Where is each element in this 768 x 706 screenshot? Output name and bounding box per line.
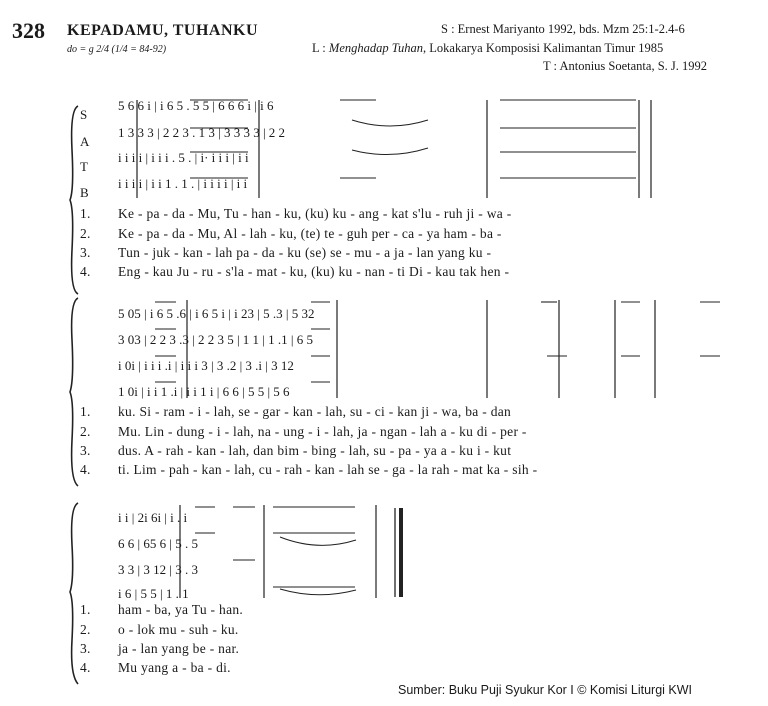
system3-lyric-verse-3: ja - lan yang be - nar. — [118, 641, 240, 656]
system3-verse-number-1: 1. — [80, 602, 91, 617]
system2-lyric-verse-1: ku. Si - ram - i - lah, se - gar - kan - lah, su - ci - kan ji - wa, ba - dan — [118, 404, 512, 419]
system1-verse-number-1: 1. — [80, 206, 91, 221]
system3-bass: i 6 | 5 5 | 1 . 1 — [118, 586, 189, 601]
system1-verse-number-2: 2. — [80, 226, 91, 241]
system1-tenor: i i i i | i i i . 5 . | i· i i i | i i — [118, 150, 249, 165]
system2-verse-number-1: 1. — [80, 404, 91, 419]
voice-label-alto: A — [80, 134, 90, 149]
system2-soprano: 5 05 | i 6 5 .6 | i 6 5 i | i 23 | 5 .3 | 5 32 — [118, 306, 315, 321]
system3-lyric-verse-2: o - lok mu - suh - ku. — [118, 622, 239, 637]
system1-lyric-verse-1: Ke - pa - da - Mu, Tu - han - ku, (ku) ku - ang - kat s'lu - ruh ji - wa - — [118, 206, 512, 221]
system3-soprano: i i | 2i 6i | i . i — [118, 510, 188, 525]
system1-lyric-verse-4: Eng - kau Ju - ru - s'la - mat - ku, (ku) ku - nan - ti Di - kau tak hen - — [118, 264, 510, 279]
tempo-marking: do = g 2/4 (1/4 = 84-92) — [67, 44, 167, 55]
system3-ties — [280, 537, 356, 595]
system2-verse-number-2: 2. — [80, 424, 91, 439]
source-credit: Sumber: Buku Puji Syukur Kor I © Komisi Liturgi KWI — [398, 683, 693, 697]
hymn-number: 328 — [12, 18, 45, 43]
system2-tenor: i 0i | i i i .i | i i i 3 | 3 .2 | 3 .i | 3 12 — [118, 358, 294, 373]
system3-lyric-verse-1: ham - ba, ya Tu - han. — [118, 602, 244, 617]
system2-bass: 1 0i | i i 1 .i | i i 1 i | 6 6 | 5 5 | 5 6 — [118, 384, 290, 399]
system3-verse-number-2: 2. — [80, 622, 91, 637]
voice-label-tenor: T — [80, 159, 88, 174]
system3-verse-number-4: 4. — [80, 660, 91, 675]
credit-melody-rest: , Lokakarya Komposisi Kalimantan Timur 1985 — [423, 41, 664, 55]
system2-lyric-verse-4: ti. Lim - pah - kan - lah, cu - rah - kan - lah se - ga - la rah - mat ka - sih - — [118, 462, 538, 477]
system1-soprano: 5 6 6 i | i 6 5 . 5 5 | 6 6 6 i | i 6 — [118, 98, 274, 113]
system3-lyric-verse-4: Mu yang a - ba - di. — [118, 660, 231, 675]
system2-lyric-verse-2: Mu. Lin - dung - i - lah, na - ung - i - lah, ja - ngan - lah a - ku di - per - — [118, 424, 527, 439]
hymn-title: KEPADAMU, TUHANKU — [67, 22, 259, 39]
credit-translation: T : Antonius Soetanta, S. J. 1992 — [543, 59, 708, 73]
system1-lyric-verse-3: Tun - juk - kan - lah pa - da - ku (se) se - mu - a ja - lan yang ku - — [118, 245, 492, 260]
system1-lyric-verse-2: Ke - pa - da - Mu, Al - lah - ku, (te) te - guh per - ca - ya ham - ba - — [118, 226, 502, 241]
system2-verse-number-3: 3. — [80, 443, 91, 458]
system2-lyric-verse-3: dus. A - rah - kan - lah, dan bim - bing - lah, su - pa - ya a - ku i - kut — [118, 443, 512, 458]
system1-verse-number-3: 3. — [80, 245, 91, 260]
voice-label-soprano: S — [80, 107, 88, 122]
credit-melody-prefix: L : — [312, 41, 329, 55]
system1-alto: 1 3 3 3 | 2 2 3 . 1 3 | 3 3 3 3 | 2 2 — [118, 125, 286, 140]
system1-verse-number-4: 4. — [80, 264, 91, 279]
credit-text-source: S : Ernest Mariyanto 1992, bds. Mzm 25:1-2.4-6 — [441, 22, 685, 36]
system2-verse-number-4: 4. — [80, 462, 91, 477]
system2-alto: 3 03 | 2 2 3 .3 | 2 2 3 5 | 1 1 | 1 .1 | 6 5 — [118, 332, 314, 347]
system3-verse-number-3: 3. — [80, 641, 91, 656]
voice-label-bass: B — [80, 185, 89, 200]
system3-final-barline — [395, 508, 401, 597]
system1-bass: i i i i | i i 1 . 1 . | i i i i | i i — [118, 176, 248, 191]
credit-melody-title: Menghadap Tuhan — [328, 41, 424, 55]
system3-beams — [195, 507, 355, 587]
system3-barlines — [180, 505, 376, 598]
system3-tenor: 3 3 | 3 12 | 3 . 3 — [118, 562, 198, 577]
system3-alto: 6 6 | 65 6 | 5 . 5 — [118, 536, 198, 551]
